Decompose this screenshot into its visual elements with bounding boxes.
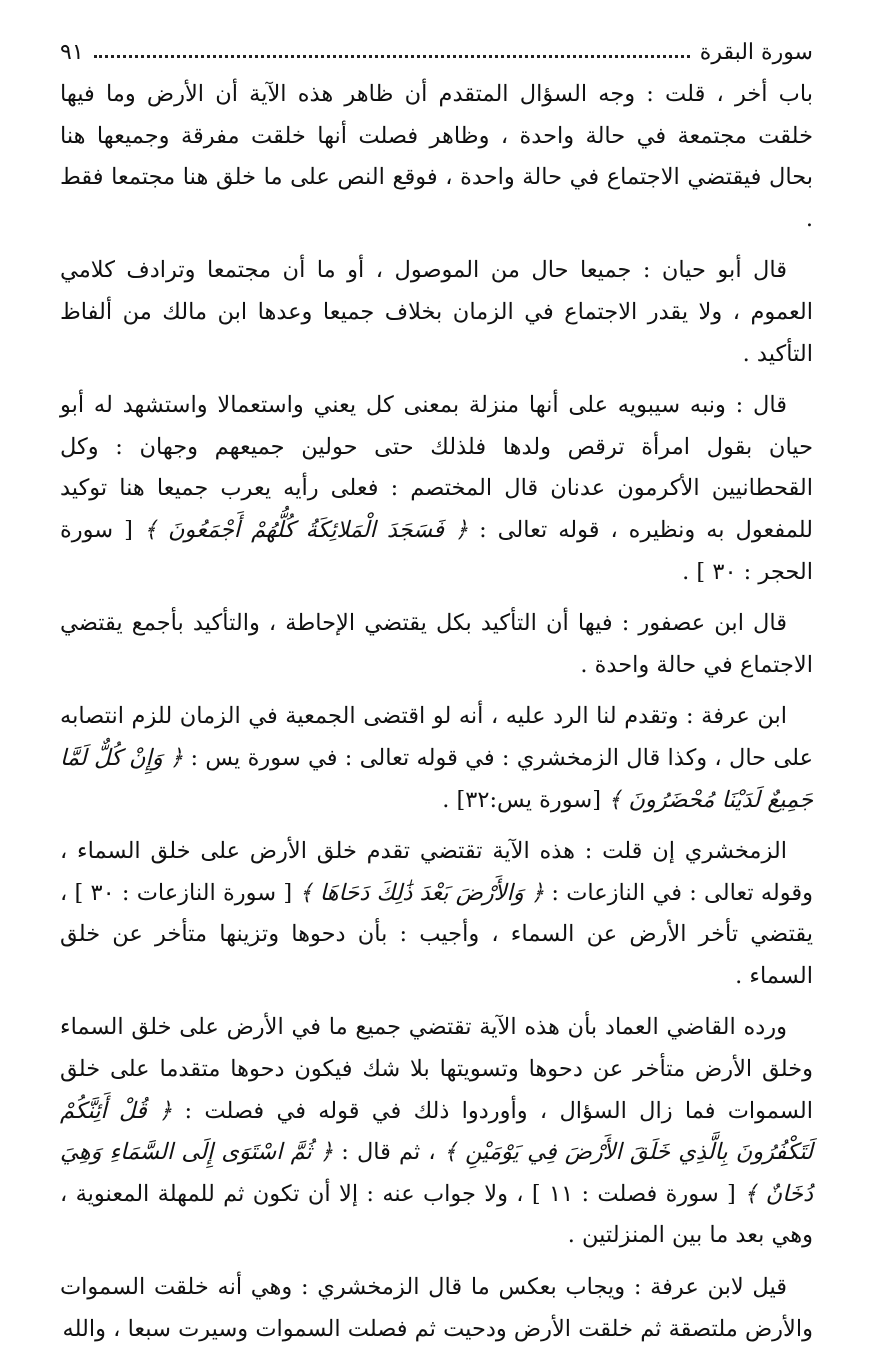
- page-body: [60, 74, 813, 1350]
- paragraph: [60, 1007, 813, 1257]
- text-segment: [سورة يس:٣٢] .: [442, 786, 602, 813]
- text-segment: [ سورة الحجر : ٣٠ ] .: [60, 516, 813, 585]
- surah-title: سورة البقرة: [699, 39, 813, 65]
- text-segment: [ سورة فصلت : ١١ ] ، ولا جواب عنه : إلا أن تكون ثم للمهلة المعنوية ، وهي بعد ما بين المنزلتين .: [60, 1180, 813, 1249]
- paragraph: [60, 74, 813, 240]
- header-dotted-leader: [94, 55, 690, 58]
- text-segment: [ سورة النازعات : ٣٠ ] ، يقتضي تأخر الأرض عن السماء ، وأجيب : بأن دحوها وتزينها متأخر عن خلق السماء .: [60, 879, 813, 989]
- text-segment: ابن عرفة : وتقدم لنا الرد عليه ، أنه لو اقتضى الجمعية في الزمان للزم انتصابه على حال ، وكذا قال الزمخشري : في قوله تعالى : في سورة يس :: [60, 703, 814, 771]
- page-number: ٩١: [60, 39, 84, 65]
- quran-verse: ﴿ وَإِنْ كُلٌّ لَمَّا جَمِيعٌ لَدَيْنَا مُحْضَرُونَ ﴾: [60, 744, 813, 813]
- text-segment: الزمخشري إن قلت : هذه الآية تقتضي تقدم خلق الأرض على خلق السماء ، وقوله تعالى : في النازعات :: [60, 838, 814, 906]
- text-segment: ورده القاضي العماد بأن هذه الآية تقتضي جميع ما في الأرض على خلق السماء وخلق الأرض متأخر عن دحوها وتسويتها بلا شك فيكون دحوها متقدما على خلق السموات فما زال السؤال ، وأوردوا ذلك في قوله في فصلت :: [60, 1014, 813, 1124]
- paragraph: [60, 603, 813, 686]
- text-segment: قال ابن عصفور : فيها أن التأكيد بكل يقتضي الإحاطة ، والتأكيد بأجمع يقتضي الاجتماع في حالة واحدة .: [60, 610, 813, 678]
- text-segment: باب أخر ، قلت : وجه السؤال المتقدم أن ظاهر هذه الآية أن الأرض وما فيها خلقت مجتمعة في حالة واحدة ، وظاهر فصلت أنها خلقت مفرقة وجميعها هنا بحال فيقتضي الاجتماع في حالة واحدة ، فوقع النص على ما خلق هنا مجتمعا فقط .: [60, 81, 813, 232]
- text-segment: ، ثم قال :: [341, 1139, 436, 1166]
- running-header: [60, 32, 813, 72]
- text-segment: قال : ونبه سيبويه على أنها منزلة بمعنى كل يعني واستعمالا واستشهد له أبو حيان بقول امرأة ترقص ولدها فلذلك حتى حولين جميعهم وجهان : وكل القحطانيين الأكرمون عدنان قال المختصم : فعلى رأيه يعرب جميعا هنا توكيد للمفعول به ونظيره ، قوله تعالى :: [60, 392, 814, 543]
- paragraph: [60, 831, 813, 997]
- paragraph: [60, 385, 813, 593]
- quran-verse: ﴿ ثُمَّ اسْتَوَى إِلَى السَّمَاءِ وَهِيَ دُخَانٌ ﴾: [60, 1139, 813, 1207]
- paragraph: [60, 250, 813, 375]
- text-segment: قيل لابن عرفة : ويجاب بعكس ما قال الزمخشري : وهي أنه خلقت السموات والأرض ملتصقة ثم خلقت الأرض ودحيت ثم فصلت السموات وسيرت سبعا ، والله: [60, 1274, 813, 1342]
- quran-verse: ﴿ وَالأَرْضَ بَعْدَ ذَٰلِكَ دَحَاهَا ﴾: [299, 879, 545, 906]
- text-segment: قال أبو حيان : جميعا حال من الموصول ، أو ما أن مجتمعا وترادف كلامي العموم ، ولا يقدر الاجتماع في الزمان بخلاف جميعا وعدها ابن مالك من ألفاظ التأكيد .: [60, 257, 813, 367]
- quran-verse: ﴿ قُلْ أَئِنَّكُمْ لَتَكْفُرُونَ بِالَّذِي خَلَقَ الأَرْضَ فِي يَوْمَيْنِ ﴾: [60, 1097, 813, 1166]
- quran-verse: ﴿ فَسَجَدَ الْمَلائِكَةُ كُلُّهُمْ أَجْمَعُونَ ﴾: [143, 516, 469, 543]
- paragraph: [60, 696, 813, 821]
- paragraph: [60, 1267, 813, 1350]
